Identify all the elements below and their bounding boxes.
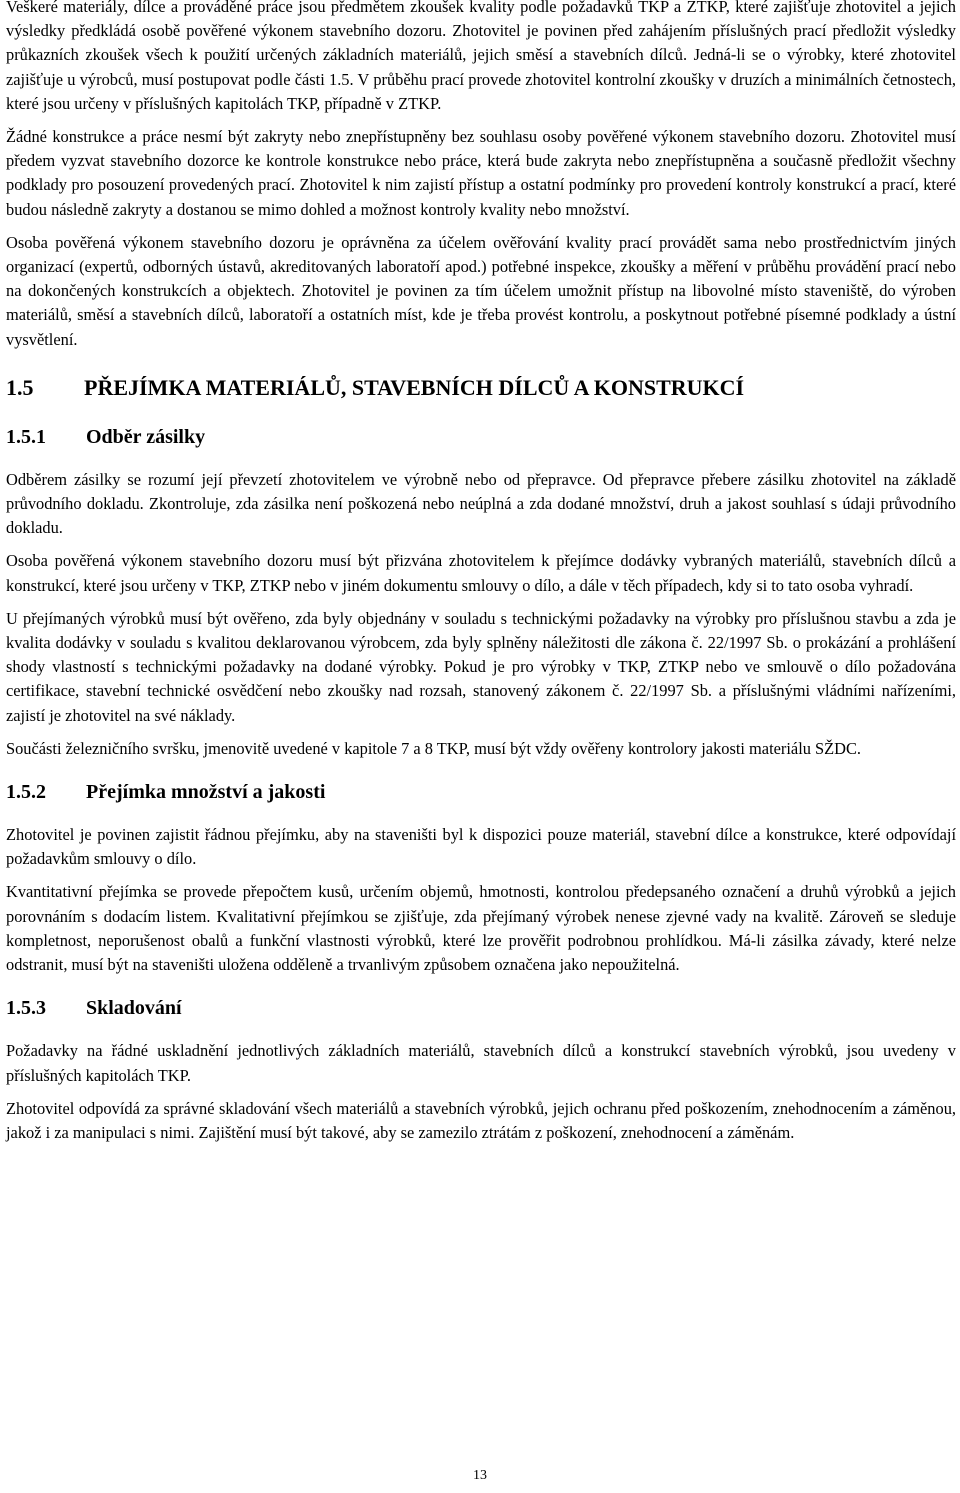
subsection-title: Skladování bbox=[86, 997, 182, 1020]
subsection-number: 1.5.3 bbox=[6, 997, 46, 1020]
subsection-title: Odběr zásilky bbox=[86, 425, 206, 448]
paragraph: Zhotovitel je povinen zajistit řádnou přejímku, aby na staveništi byl k dispozici pouze materiál, stavební dílce a konstrukce, které odpovídají požadavkům smlouvy o dílo. bbox=[6, 825, 956, 869]
paragraph: Osoba pověřená výkonem stavebního dozoru je oprávněna za účelem ověřování kvality prací provádět sama nebo prostřednictvím jiných organizací (expertů, odborných ústavů, akreditovaných laboratoří apod.) potřebné inspekce, zkoušky a měření v průběhu provádění prací nebo na dokončených konstrukcích a objektech. Zhotovitel je povinen za tím účelem umožnit přístup na libovolné místo staveniště, do výroben materiálů, směsí a stavebních dílců, laboratoří a ostatních míst, kde je třeba provést kontrolu, a poskytnout potřebné písemné podklady a ústní vysvětlení. bbox=[6, 232, 956, 349]
paragraph: Součásti železničního svršku, jmenovitě uvedené v kapitole 7 a 8 TKP, musí být vždy ověřeny kontrolory jakosti materiálu SŽDC. bbox=[6, 738, 862, 758]
paragraph: Osoba pověřená výkonem stavebního dozoru musí být přizvána zhotovitelem k přejímce dodávky vybraných materiálů, stavebních dílců a konstrukcí, které jsou určeny v TKP, ZTKP nebo v jiném dokumentu smlouvy o dílo, a dále v těch případech, kdy si to tato osoba vyhradí. bbox=[6, 551, 956, 595]
paragraph: Zhotovitel odpovídá za správné skladování všech materiálů a stavebních výrobků, jejich ochranu před poškozením, znehodnocením a záměnou, jakož i za manipulaci s nimi. Zajištění musí být takové, aby se zamezilo ztrátám z poškození, znehodnocení a záměnám. bbox=[6, 1098, 956, 1142]
subsection-heading bbox=[6, 995, 956, 1021]
subsection-heading bbox=[6, 424, 956, 450]
subsection-heading bbox=[6, 779, 956, 805]
paragraph: Veškeré materiály, dílce a prováděné práce jsou předmětem zkoušek kvality podle požadavků TKP a ZTKP, které zajišťuje zhotovitel a jejich výsledky předkládá osobě pověřené výkonem stavebního dozoru. Zhotovitel je povinen před zahájením příslušných prací předložit výsledky průkazních zkoušek všech k použití určených základních materiálů, jejich směsí a stavebních dílců. Jedná-li se o výrobky, které zhotovitel zajišťuje u výrobců, musí postupovat podle části 1.5. V průběhu prací provede zhotovitel kontrolní zkoušky v druzích a minimálních četnostech, které jsou určeny v příslušných kapitolách TKP, případně v ZTKP. bbox=[6, 0, 956, 113]
subsection-number: 1.5.2 bbox=[6, 781, 46, 804]
paragraph: U přejímaných výrobků musí být ověřeno, zda byly objednány v souladu s technickými požadavky na výrobky pro příslušnou stavbu a zda je kvalita dodávky v souladu s kvalitou deklarovanou výrobcem, zda byly splněny náležitosti dle zákona č. 22/1997 Sb. o prokázání a prohlášení shody vlastností s technickými požadavky na dodané výrobky. Pokud je pro výrobky v TKP, ZTKP nebo ve smlouvě o dílo požadována certifikace, stavební technické osvědčení nebo zkoušky nad rozsah, stanovený zákonem č. 22/1997 Sb. a příslušnými vládními nařízeními, zajistí je zhotovitel na své náklady. bbox=[6, 608, 956, 725]
section-title: PŘEJÍMKA MATERIÁLŮ, STAVEBNÍCH DÍLCŮ A KONSTRUKCÍ bbox=[84, 374, 745, 400]
section-heading bbox=[6, 374, 956, 402]
section-number: 1.5 bbox=[6, 374, 34, 400]
paragraph: Odběrem zásilky se rozumí její převzetí zhotovitelem ve výrobně nebo od přepravce. Od přepravce přebere zásilku zhotovitel na základě průvodního dokladu. Zkontroluje, zda zásilka není poškozená nebo neúplná a zda dodané množství, druh a jakost souhlasí s údaji průvodního dokladu. bbox=[6, 469, 956, 538]
paragraph: Kvantitativní přejímka se provede přepočtem kusů, určením objemů, hmotnosti, kontrolou předepsaného označení a druhů výrobků a jejich porovnáním s dodacím listem. Kvalitativní přejímkou se zjišťuje, zda přejímaný výrobek nenese zjevné vady na kvalitě. Zároveň se sleduje kompletnost, neporušenost obalů a funkční vlastnosti výrobků, které lze prověřit podrobnou prohlídkou. Má-li zásilka závady, které nelze odstranit, musí být na staveništi uložena odděleně a trvanlivým způsobem označena jako nepoužitelná. bbox=[6, 882, 956, 975]
subsection-number: 1.5.1 bbox=[6, 425, 46, 448]
subsection-title: Přejímka množství a jakosti bbox=[86, 781, 326, 804]
paragraph: Požadavky na řádné uskladnění jednotlivých základních materiálů, stavebních dílců a konstrukcí stavebních výrobků, jsou uvedeny v příslušných kapitolách TKP. bbox=[6, 1041, 956, 1085]
paragraph: Žádné konstrukce a práce nesmí být zakryty nebo znepřístupněny bez souhlasu osoby pověřené výkonem stavebního dozoru. Zhotovitel musí předem vyzvat stavebního dozorce ke kontrole konstrukce nebo práce, která bude zakryta nebo znepřístupněna a současně předložit všechny podklady pro posouzení provedených prací. Zhotovitel k nim zajistí přístup a ostatní podmínky pro provedení kontroly konstrukcí a prací, které budou následně zakryty a dostanou se mimo dohled a možnost kontroly kvality nebo množství. bbox=[6, 127, 956, 219]
page-number: 13 bbox=[473, 1468, 487, 1483]
